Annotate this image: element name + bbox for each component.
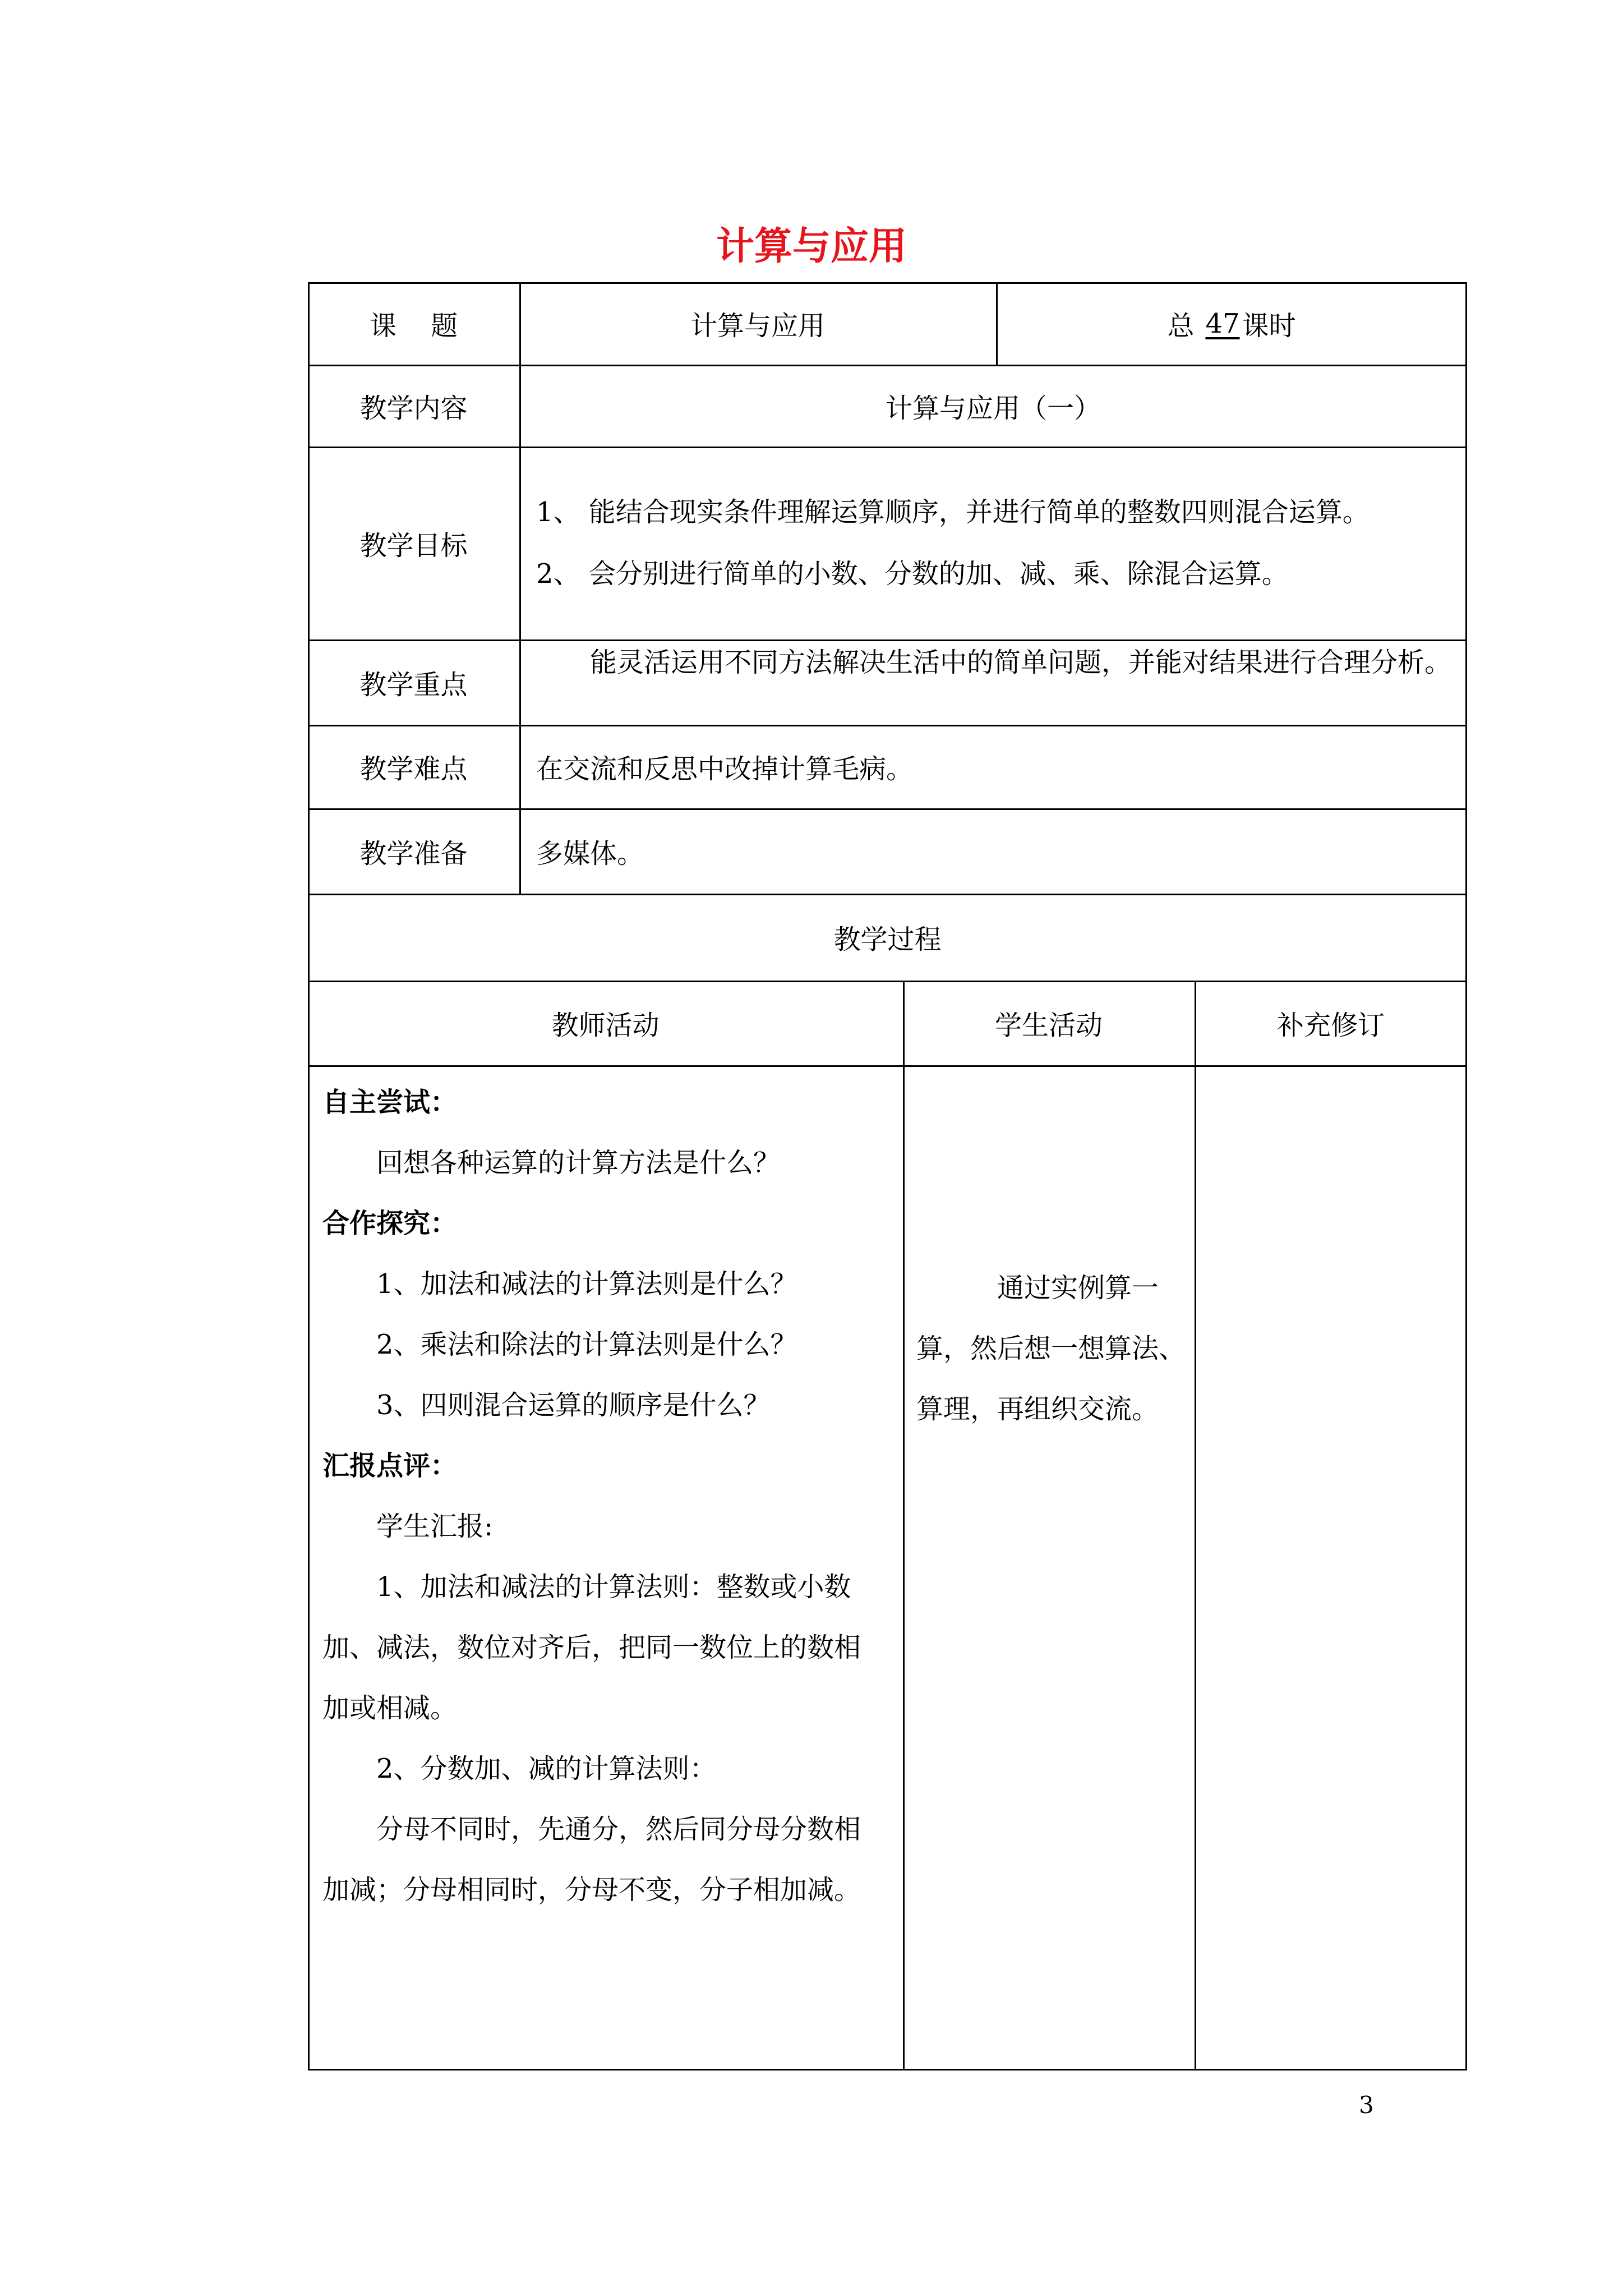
period-suffix: 课时	[1242, 310, 1296, 342]
paragraph: 通过实例算一	[997, 1272, 1159, 1304]
process-heading: 教学过程	[833, 924, 942, 955]
paragraph: 加或相减。	[322, 1692, 458, 1724]
goals-list	[519, 447, 1467, 639]
paragraph: 分母不同时，先通分，然后同分母分数相	[376, 1814, 861, 1845]
lesson-plan-table	[308, 282, 1467, 2070]
teacher-activity	[322, 1072, 889, 1920]
teacher-column-divider	[903, 981, 905, 2070]
table-border-bottom	[308, 2069, 1467, 2070]
row-divider	[308, 1065, 1467, 1067]
key-value: 能灵活运用不同方法解决生活中的简单问题，并能对结果进行合理分析。	[590, 647, 1452, 678]
paragraph: 加、减法，数位对齐后，把同一数位上的数相	[322, 1632, 861, 1663]
prep-label: 教学准备	[359, 838, 468, 869]
student-column-header: 学生活动	[994, 1010, 1103, 1041]
page-title: 计算与应用	[716, 224, 907, 269]
content-label: 教学内容	[359, 392, 468, 424]
teacher-column-header: 教师活动	[551, 1010, 660, 1041]
content-value: 计算与应用（一）	[885, 392, 1101, 424]
paragraph: 加减；分母相同时，分母不变，分子相加减。	[322, 1874, 861, 1906]
section-heading: 自主尝试：	[322, 1087, 458, 1118]
topic-value: 计算与应用	[690, 310, 825, 342]
paragraph: 2、分数加、减的计算法则：	[376, 1753, 717, 1784]
student-column-divider	[1195, 981, 1196, 2070]
question-item: 3、四则混合运算的顺序是什么？	[376, 1389, 771, 1421]
paragraph: 学生汇报:	[376, 1511, 494, 1542]
paragraph: 算理，再组织交流。	[916, 1393, 1159, 1425]
question-item: 2、乘法和除法的计算法则是什么？	[376, 1329, 797, 1360]
page-number: 3	[1359, 2091, 1374, 2119]
difficulty-value: 在交流和反思中改掉计算毛病。	[536, 753, 914, 785]
difficulty-label: 教学难点	[359, 753, 468, 785]
key-label: 教学重点	[359, 669, 468, 701]
prep-value: 多媒体。	[536, 838, 644, 869]
section-heading: 汇报点评：	[322, 1450, 458, 1481]
question-item: 1、加法和减法的计算法则是什么？	[376, 1268, 797, 1300]
goal-item: 2、 会分别进行简单的小数、分数的加、减、乘、除混合运算。	[536, 558, 1289, 590]
paragraph: 回想各种运算的计算方法是什么？	[376, 1147, 781, 1179]
section-heading: 合作探究：	[322, 1208, 458, 1239]
paragraph: 算，然后想一想算法、	[916, 1333, 1186, 1364]
period-cell	[996, 282, 1467, 365]
period-prefix: 总	[1167, 310, 1195, 342]
notes-column-header: 补充修订	[1276, 1010, 1385, 1041]
paragraph: 1、加法和减法的计算法则：整数或小数	[376, 1571, 851, 1603]
period-number: 47	[1205, 307, 1240, 339]
student-activity	[916, 1258, 1186, 1439]
goals-label: 教学目标	[359, 530, 468, 562]
goal-item: 1、 能结合现实条件理解运算顺序，并进行简单的整数四则混合运算。	[536, 496, 1370, 528]
topic-label: 课 题	[369, 310, 458, 342]
